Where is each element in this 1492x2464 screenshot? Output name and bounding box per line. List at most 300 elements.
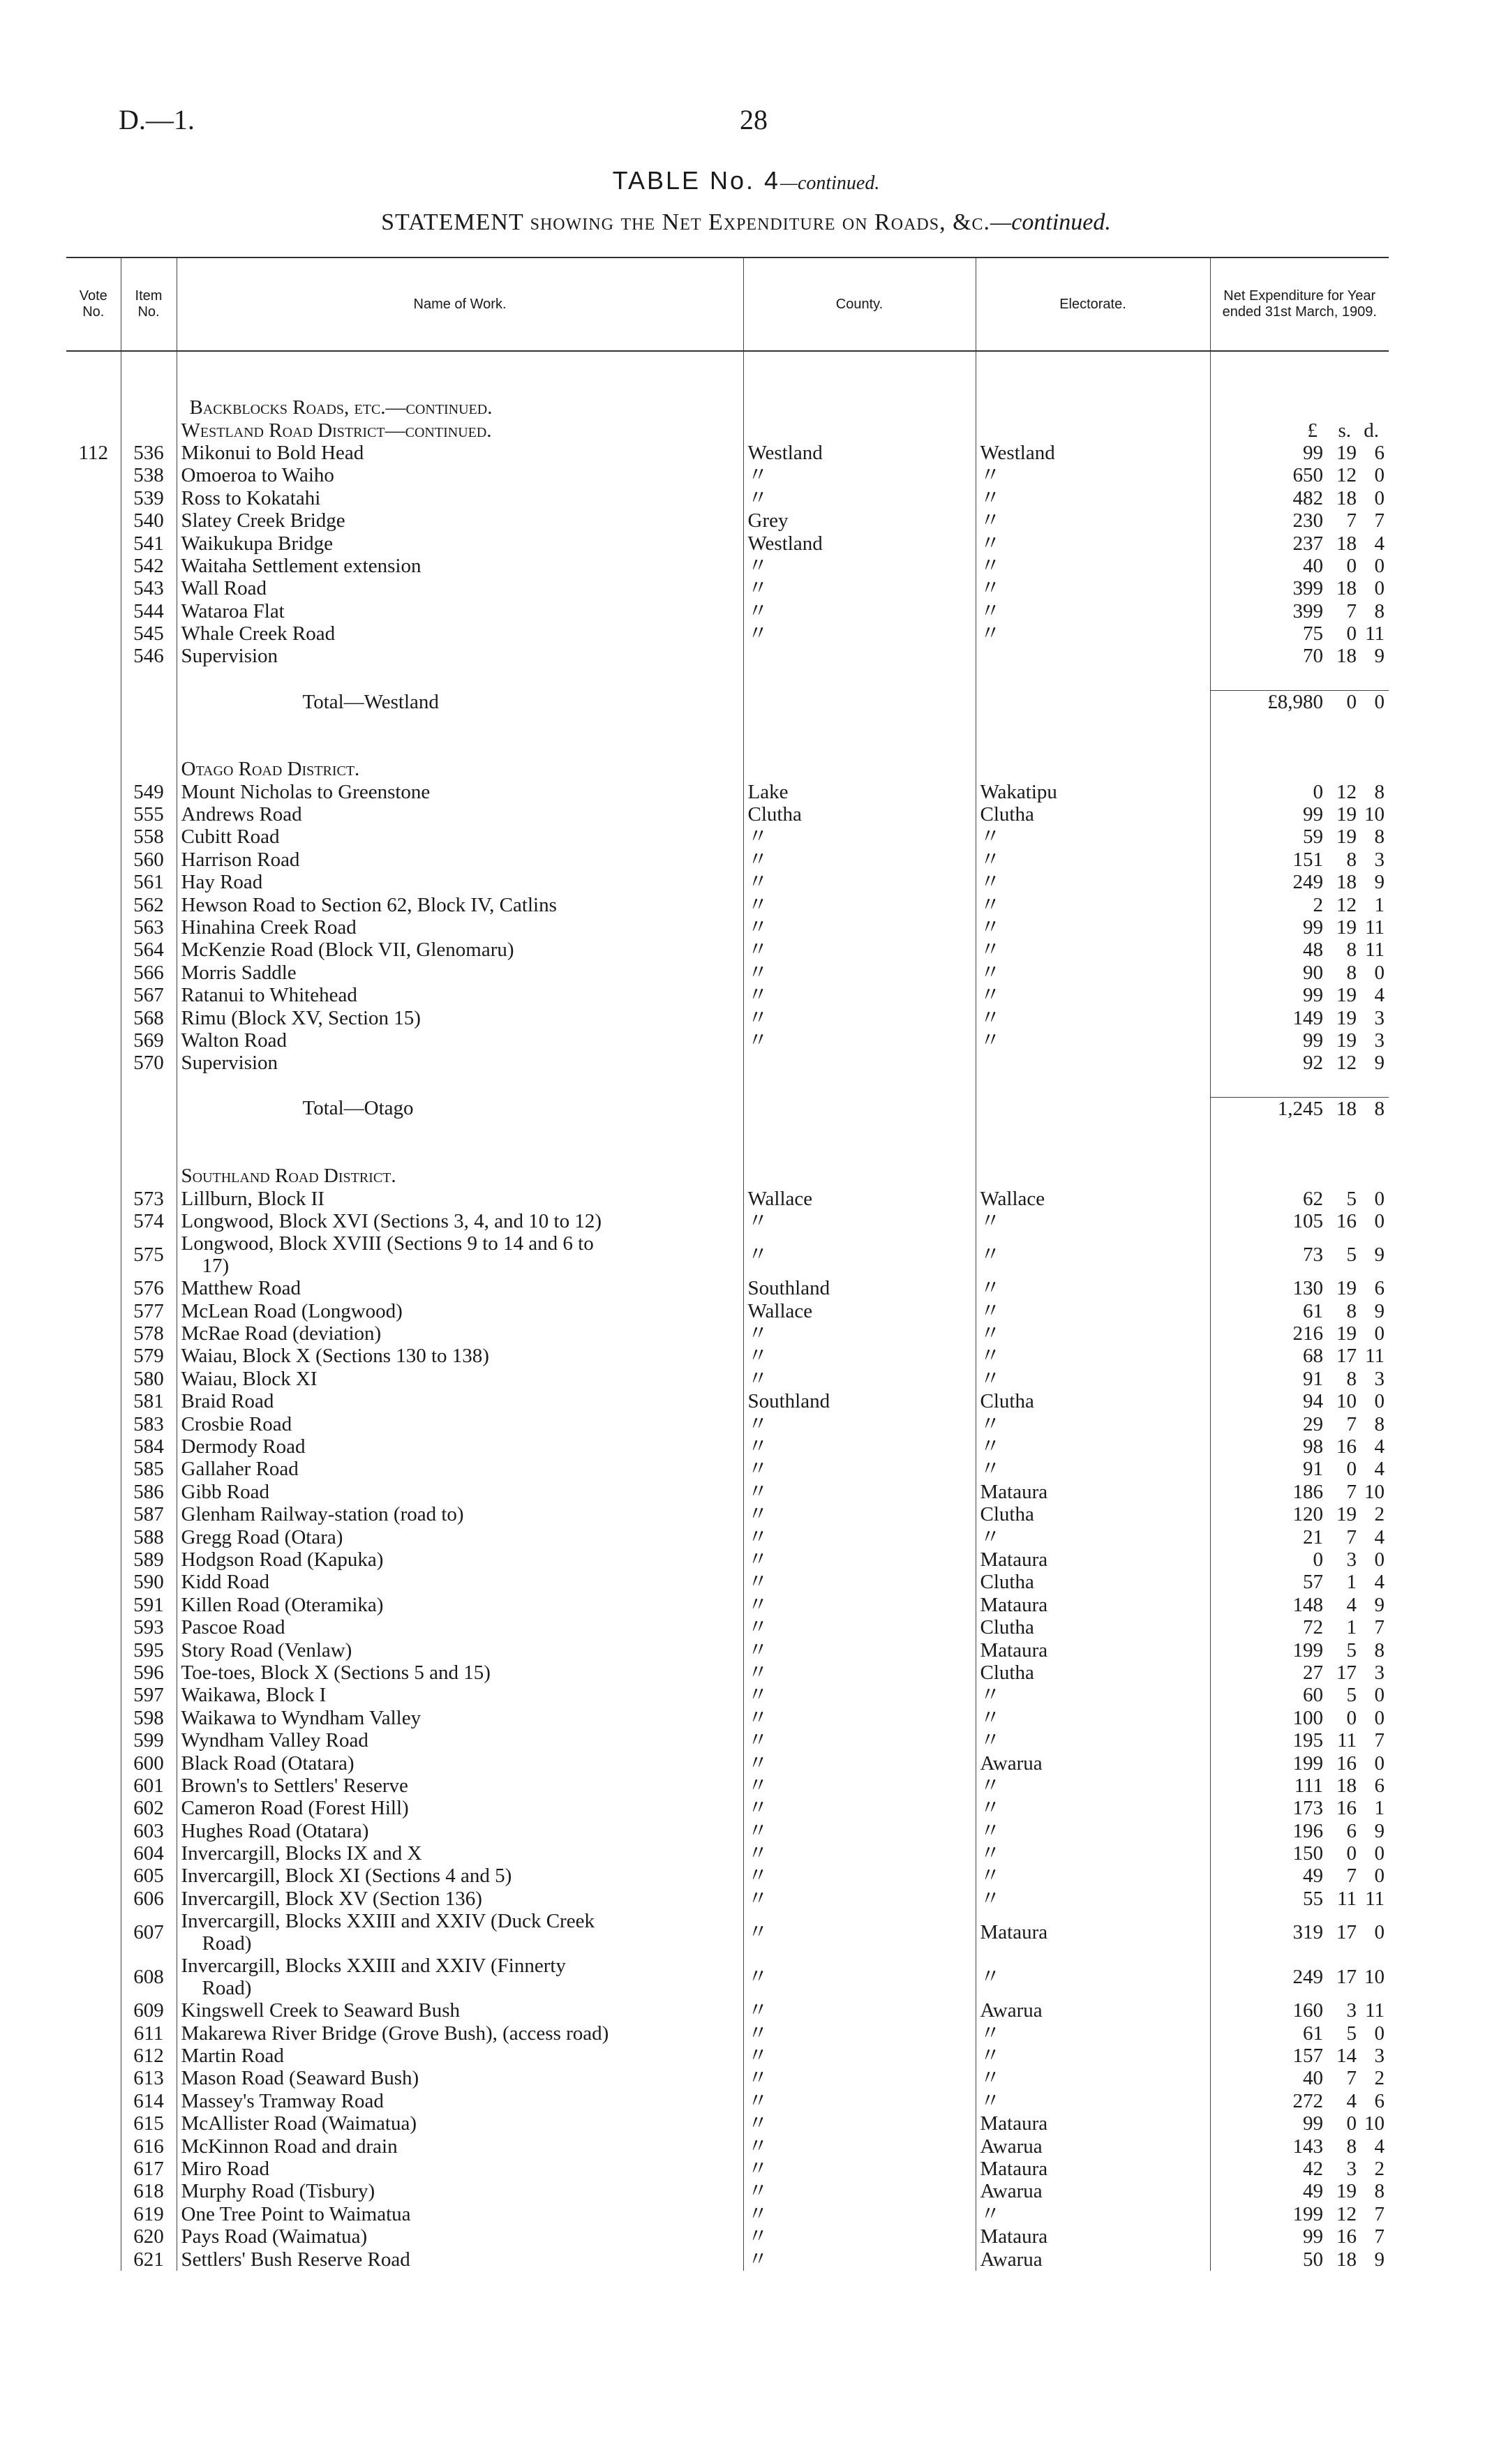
item-no: 608 xyxy=(121,1955,177,1999)
pence: 8 xyxy=(1374,1097,1385,1120)
amount xyxy=(1210,1232,1389,1277)
amount xyxy=(1210,2203,1389,2225)
table-row xyxy=(66,1481,1389,1503)
item-no: 612 xyxy=(121,2045,177,2067)
pounds: 73 xyxy=(1303,1244,1323,1267)
work-name: Waikawa to Wyndham Valley xyxy=(177,1707,743,1729)
item-no: 584 xyxy=(121,1435,177,1458)
county: 〃 xyxy=(743,1910,976,1955)
currency-header xyxy=(1210,396,1389,419)
electorate: 〃 xyxy=(976,600,1210,622)
table-row xyxy=(66,2090,1389,2112)
empty-cell xyxy=(66,1390,121,1412)
county: 〃 xyxy=(743,1435,976,1458)
table-row xyxy=(66,2067,1389,2089)
empty-cell xyxy=(66,758,121,780)
pence: 0 xyxy=(1374,1842,1385,1865)
table-row xyxy=(66,893,1389,916)
amount xyxy=(1210,1888,1389,1910)
pounds: 62 xyxy=(1303,1187,1323,1210)
county: 〃 xyxy=(743,1548,976,1571)
work-name: One Tree Point to Waimatua xyxy=(177,2203,743,2225)
work-name-line: Longwood, Block XVIII (Sections 9 to 14 and 6 to xyxy=(181,1232,594,1255)
empty-cell xyxy=(66,1503,121,1525)
shillings: 10 xyxy=(1336,1390,1357,1413)
empty-cell xyxy=(66,1322,121,1345)
item-no: 621 xyxy=(121,2248,177,2270)
work-name: Walton Road xyxy=(177,1029,743,1052)
pounds: 105 xyxy=(1292,1209,1323,1232)
pounds: 49 xyxy=(1303,1865,1323,1888)
total-label: Total—Otago xyxy=(177,1097,743,1120)
item-no: 609 xyxy=(121,1999,177,2022)
table-row xyxy=(66,2203,1389,2225)
electorate: 〃 xyxy=(976,962,1210,984)
county: 〃 xyxy=(743,962,976,984)
amount xyxy=(1210,1707,1389,1729)
amount xyxy=(1210,2225,1389,2248)
pounds: 150 xyxy=(1292,1842,1323,1865)
empty-cell xyxy=(976,374,1210,396)
pounds: 99 xyxy=(1303,441,1323,464)
amount xyxy=(1210,826,1389,848)
empty-cell xyxy=(66,509,121,532)
shillings: 12 xyxy=(1336,893,1357,916)
pence: 3 xyxy=(1374,2045,1385,2068)
shillings: 0 xyxy=(1346,690,1357,713)
empty-cell xyxy=(66,871,121,893)
shillings: 7 xyxy=(1346,1412,1357,1435)
item-no: 541 xyxy=(121,532,177,554)
item-no: 618 xyxy=(121,2180,177,2202)
electorate: 〃 xyxy=(976,826,1210,848)
empty-cell xyxy=(976,351,1210,374)
item-no: 587 xyxy=(121,1503,177,1525)
pence: 6 xyxy=(1374,1774,1385,1797)
work-name: Hewson Road to Section 62, Block IV, Catlins xyxy=(177,893,743,916)
empty-cell xyxy=(121,1075,177,1098)
empty-cell xyxy=(66,2090,121,2112)
amount xyxy=(1210,2045,1389,2067)
table-row xyxy=(66,442,1389,464)
empty-cell xyxy=(66,1052,121,1074)
empty-cell xyxy=(121,758,177,780)
amount xyxy=(1210,916,1389,939)
pounds: 21 xyxy=(1303,1525,1323,1548)
shillings: 17 xyxy=(1336,1661,1357,1684)
work-name: Gregg Road (Otara) xyxy=(177,1525,743,1548)
empty-cell xyxy=(976,1165,1210,1187)
amount xyxy=(1210,1729,1389,1752)
currency-unit: s. xyxy=(1338,419,1351,442)
pence: 7 xyxy=(1374,509,1385,532)
table-row xyxy=(66,1548,1389,1571)
item-no: 613 xyxy=(121,2067,177,2089)
electorate: 〃 xyxy=(976,1345,1210,1367)
shillings: 16 xyxy=(1336,1209,1357,1232)
electorate: Awarua xyxy=(976,2135,1210,2157)
pounds: 0 xyxy=(1313,1548,1323,1571)
work-name: Miro Road xyxy=(177,2158,743,2180)
col-vote-header: Vote No. xyxy=(66,257,121,351)
amount xyxy=(1210,984,1389,1006)
item-no: 581 xyxy=(121,1390,177,1412)
item-no: 616 xyxy=(121,2135,177,2157)
amount xyxy=(1210,1006,1389,1029)
electorate: 〃 xyxy=(976,1955,1210,1999)
electorate: 〃 xyxy=(976,1888,1210,1910)
pence: 3 xyxy=(1374,1006,1385,1029)
spacer-row xyxy=(66,1075,1389,1098)
electorate: 〃 xyxy=(976,1277,1210,1299)
pence: 9 xyxy=(1374,1299,1385,1322)
empty-cell xyxy=(743,690,976,713)
work-name xyxy=(177,1910,743,1955)
county: 〃 xyxy=(743,1503,976,1525)
empty-cell xyxy=(1210,374,1389,396)
pence: 4 xyxy=(1374,532,1385,555)
work-name: Brown's to Settlers' Reserve xyxy=(177,1775,743,1797)
county: 〃 xyxy=(743,826,976,848)
pounds: 130 xyxy=(1292,1277,1323,1300)
shillings: 19 xyxy=(1336,2180,1357,2203)
amount xyxy=(1210,1775,1389,1797)
pence: 3 xyxy=(1374,848,1385,871)
work-name: Waiau, Block XI xyxy=(177,1368,743,1390)
work-name: Martin Road xyxy=(177,2045,743,2067)
pounds: 27 xyxy=(1303,1661,1323,1684)
electorate: 〃 xyxy=(976,509,1210,532)
work-name: Longwood, Block XVI (Sections 3, 4, and 10 to 12) xyxy=(177,1210,743,1232)
pence: 0 xyxy=(1374,1865,1385,1888)
table-row xyxy=(66,803,1389,826)
pounds: 99 xyxy=(1303,2112,1323,2135)
empty-cell xyxy=(1210,351,1389,374)
empty-cell xyxy=(66,1729,121,1752)
amount xyxy=(1210,1910,1389,1955)
county: 〃 xyxy=(743,1481,976,1503)
pounds: 237 xyxy=(1292,532,1323,555)
item-no: 585 xyxy=(121,1458,177,1480)
table-row xyxy=(66,1999,1389,2022)
pounds: 195 xyxy=(1292,1729,1323,1752)
amount xyxy=(1210,1752,1389,1774)
amount xyxy=(1210,509,1389,532)
table-row xyxy=(66,2022,1389,2044)
amount xyxy=(1210,1503,1389,1525)
empty-cell xyxy=(66,2022,121,2044)
empty-cell xyxy=(743,1142,976,1165)
pence: 8 xyxy=(1374,826,1385,849)
county: 〃 xyxy=(743,1616,976,1638)
pence: 4 xyxy=(1374,1525,1385,1548)
item-no: 595 xyxy=(121,1638,177,1661)
pounds: 151 xyxy=(1292,848,1323,871)
pounds: 230 xyxy=(1292,509,1323,532)
county: 〃 xyxy=(743,1210,976,1232)
empty-cell xyxy=(66,1752,121,1774)
empty-cell xyxy=(66,1165,121,1187)
electorate: Clutha xyxy=(976,1662,1210,1684)
shillings: 0 xyxy=(1346,2112,1357,2135)
pence: 0 xyxy=(1374,1706,1385,1729)
county xyxy=(743,1052,976,1074)
empty-cell xyxy=(66,555,121,577)
empty-cell xyxy=(66,1594,121,1616)
empty-cell xyxy=(177,668,743,691)
empty-cell xyxy=(66,396,121,419)
pence: 7 xyxy=(1374,2202,1385,2225)
empty-cell xyxy=(66,464,121,486)
pounds: 196 xyxy=(1292,1819,1323,1842)
empty-cell xyxy=(66,939,121,961)
table-row xyxy=(66,916,1389,939)
pounds: 68 xyxy=(1303,1345,1323,1368)
pence: 11 xyxy=(1365,939,1385,962)
pounds: 199 xyxy=(1292,1638,1323,1662)
electorate: 〃 xyxy=(976,1210,1210,1232)
electorate: Mataura xyxy=(976,2225,1210,2248)
county: 〃 xyxy=(743,939,976,961)
empty-cell xyxy=(66,1842,121,1865)
table-row xyxy=(66,509,1389,532)
county: 〃 xyxy=(743,577,976,599)
pence: 9 xyxy=(1374,871,1385,894)
pounds: 70 xyxy=(1303,645,1323,668)
pence: 0 xyxy=(1374,1322,1385,1345)
county: 〃 xyxy=(743,1458,976,1480)
item-no: 577 xyxy=(121,1300,177,1322)
electorate: Westland xyxy=(976,442,1210,464)
spacer-row xyxy=(66,713,1389,736)
county: 〃 xyxy=(743,2180,976,2202)
table-row xyxy=(66,1458,1389,1480)
pounds: 40 xyxy=(1303,2067,1323,2090)
electorate: Mataura xyxy=(976,2158,1210,2180)
county: 〃 xyxy=(743,1842,976,1865)
pence: 8 xyxy=(1374,1412,1385,1435)
empty-cell xyxy=(66,1571,121,1593)
work-name: Matthew Road xyxy=(177,1277,743,1299)
amount xyxy=(1210,1525,1389,1548)
empty-cell xyxy=(66,622,121,645)
pence: 6 xyxy=(1374,2089,1385,2112)
table-row xyxy=(66,871,1389,893)
work-name: Kidd Road xyxy=(177,1571,743,1593)
amount xyxy=(1210,1052,1389,1074)
pounds: 1,245 xyxy=(1277,1097,1323,1120)
shillings: 7 xyxy=(1346,1865,1357,1888)
pounds: 399 xyxy=(1292,577,1323,600)
pence: 9 xyxy=(1374,1593,1385,1616)
empty-cell xyxy=(66,1910,121,1955)
pence: 0 xyxy=(1374,690,1385,713)
empty-cell xyxy=(976,690,1210,713)
pounds: 249 xyxy=(1292,871,1323,894)
amount xyxy=(1210,487,1389,509)
electorate: 〃 xyxy=(976,1006,1210,1029)
electorate: Clutha xyxy=(976,1616,1210,1638)
county: 〃 xyxy=(743,2248,976,2270)
empty-cell xyxy=(66,419,121,441)
shillings: 3 xyxy=(1346,1999,1357,2022)
electorate: 〃 xyxy=(976,532,1210,554)
expenditure-table xyxy=(66,257,1389,2271)
empty-cell xyxy=(66,962,121,984)
work-name: Killen Road (Oteramika) xyxy=(177,1594,743,1616)
pence: 10 xyxy=(1364,1966,1385,1989)
pence: 7 xyxy=(1374,2225,1385,2248)
shillings: 11 xyxy=(1337,1887,1357,1910)
table-row xyxy=(66,2248,1389,2270)
pence: 0 xyxy=(1374,1684,1385,1707)
amount xyxy=(1210,2022,1389,2044)
work-name: Lillburn, Block II xyxy=(177,1187,743,1209)
work-name: Wall Road xyxy=(177,577,743,599)
shillings: 19 xyxy=(1336,1322,1357,1345)
table-row xyxy=(66,2158,1389,2180)
table-row xyxy=(66,1187,1389,1209)
county xyxy=(743,645,976,667)
county: 〃 xyxy=(743,984,976,1006)
county: 〃 xyxy=(743,464,976,486)
empty-cell xyxy=(1210,713,1389,736)
amount xyxy=(1210,1345,1389,1367)
item-no: 601 xyxy=(121,1775,177,1797)
vote-no: 112 xyxy=(78,441,108,464)
pence: 0 xyxy=(1374,2022,1385,2045)
shillings: 19 xyxy=(1336,1277,1357,1300)
amount xyxy=(1210,1481,1389,1503)
work-name: McKenzie Road (Block VII, Glenomaru) xyxy=(177,939,743,961)
table-row xyxy=(66,2225,1389,2248)
amount xyxy=(1210,893,1389,916)
table-row xyxy=(66,1232,1389,1277)
shillings: 19 xyxy=(1336,984,1357,1007)
shillings: 19 xyxy=(1336,803,1357,826)
item-no: 538 xyxy=(121,464,177,486)
item-no: 561 xyxy=(121,871,177,893)
electorate: 〃 xyxy=(976,1865,1210,1887)
pence: 0 xyxy=(1374,554,1385,577)
electorate: 〃 xyxy=(976,984,1210,1006)
empty-cell xyxy=(743,668,976,691)
empty-cell xyxy=(66,984,121,1006)
shillings: 4 xyxy=(1346,2089,1357,2112)
electorate: Mataura xyxy=(976,1594,1210,1616)
electorate: 〃 xyxy=(976,1300,1210,1322)
amount xyxy=(1210,2112,1389,2135)
empty-cell xyxy=(121,1097,177,1120)
electorate: 〃 xyxy=(976,2022,1210,2044)
empty-cell xyxy=(66,1684,121,1706)
county: 〃 xyxy=(743,1322,976,1345)
table-row xyxy=(66,1412,1389,1435)
item-no: 545 xyxy=(121,622,177,645)
county: 〃 xyxy=(743,555,976,577)
pounds: 40 xyxy=(1303,554,1323,577)
empty-cell xyxy=(743,758,976,780)
empty-cell xyxy=(976,1097,1210,1120)
shillings: 5 xyxy=(1346,2022,1357,2045)
electorate: Clutha xyxy=(976,1390,1210,1412)
pounds: 120 xyxy=(1292,1503,1323,1526)
item-no: 583 xyxy=(121,1412,177,1435)
table-header xyxy=(66,257,1389,351)
empty-cell xyxy=(66,1616,121,1638)
pounds: 90 xyxy=(1303,961,1323,984)
empty-cell xyxy=(66,1865,121,1887)
pence: 0 xyxy=(1374,961,1385,984)
empty-cell xyxy=(66,1775,121,1797)
amount xyxy=(1210,2135,1389,2157)
item-no: 560 xyxy=(121,849,177,871)
pounds: 149 xyxy=(1292,1006,1323,1029)
shillings: 4 xyxy=(1346,1593,1357,1616)
county: 〃 xyxy=(743,1999,976,2022)
empty-cell xyxy=(743,419,976,441)
work-name: Pays Road (Waimatua) xyxy=(177,2225,743,2248)
item-no: 599 xyxy=(121,1729,177,1752)
table-row xyxy=(66,1390,1389,1412)
work-name-continuation: Road) xyxy=(202,1932,252,1955)
table-title-suffix: —continued. xyxy=(780,172,880,194)
empty-cell xyxy=(66,736,121,758)
empty-cell xyxy=(66,645,121,667)
shillings: 7 xyxy=(1346,509,1357,532)
pence: 7 xyxy=(1374,1616,1385,1639)
empty-cell xyxy=(66,577,121,599)
shillings: 18 xyxy=(1336,645,1357,668)
table-row xyxy=(66,1797,1389,1819)
shillings: 8 xyxy=(1346,939,1357,962)
county: 〃 xyxy=(743,1412,976,1435)
pounds: 173 xyxy=(1292,1797,1323,1820)
pounds: 99 xyxy=(1303,984,1323,1007)
pounds: 50 xyxy=(1303,2248,1323,2271)
electorate xyxy=(976,645,1210,667)
empty-cell xyxy=(743,1120,976,1142)
pence: 4 xyxy=(1374,1435,1385,1458)
pounds: 42 xyxy=(1303,2157,1323,2180)
spacer-row xyxy=(66,351,1389,374)
amount xyxy=(1210,939,1389,961)
empty-cell xyxy=(121,396,177,419)
table-row xyxy=(66,1638,1389,1661)
shillings: 1 xyxy=(1346,1616,1357,1639)
county: 〃 xyxy=(743,2225,976,2248)
work-name: Dermody Road xyxy=(177,1435,743,1458)
empty-cell xyxy=(121,736,177,758)
electorate: Awarua xyxy=(976,1752,1210,1774)
electorate: 〃 xyxy=(976,1819,1210,1842)
amount xyxy=(1210,1458,1389,1480)
table-row xyxy=(66,1865,1389,1887)
amount xyxy=(1210,600,1389,622)
item-no: 596 xyxy=(121,1662,177,1684)
pence: 3 xyxy=(1374,1661,1385,1684)
pence: 0 xyxy=(1374,486,1385,509)
county: Grey xyxy=(743,509,976,532)
table-row xyxy=(66,1345,1389,1367)
shillings: 18 xyxy=(1336,1774,1357,1797)
shillings: 8 xyxy=(1346,1367,1357,1390)
pounds: 319 xyxy=(1292,1921,1323,1944)
item-no: 597 xyxy=(121,1684,177,1706)
electorate: Awarua xyxy=(976,2180,1210,2202)
shillings: 18 xyxy=(1336,1097,1357,1120)
amount xyxy=(1210,622,1389,645)
